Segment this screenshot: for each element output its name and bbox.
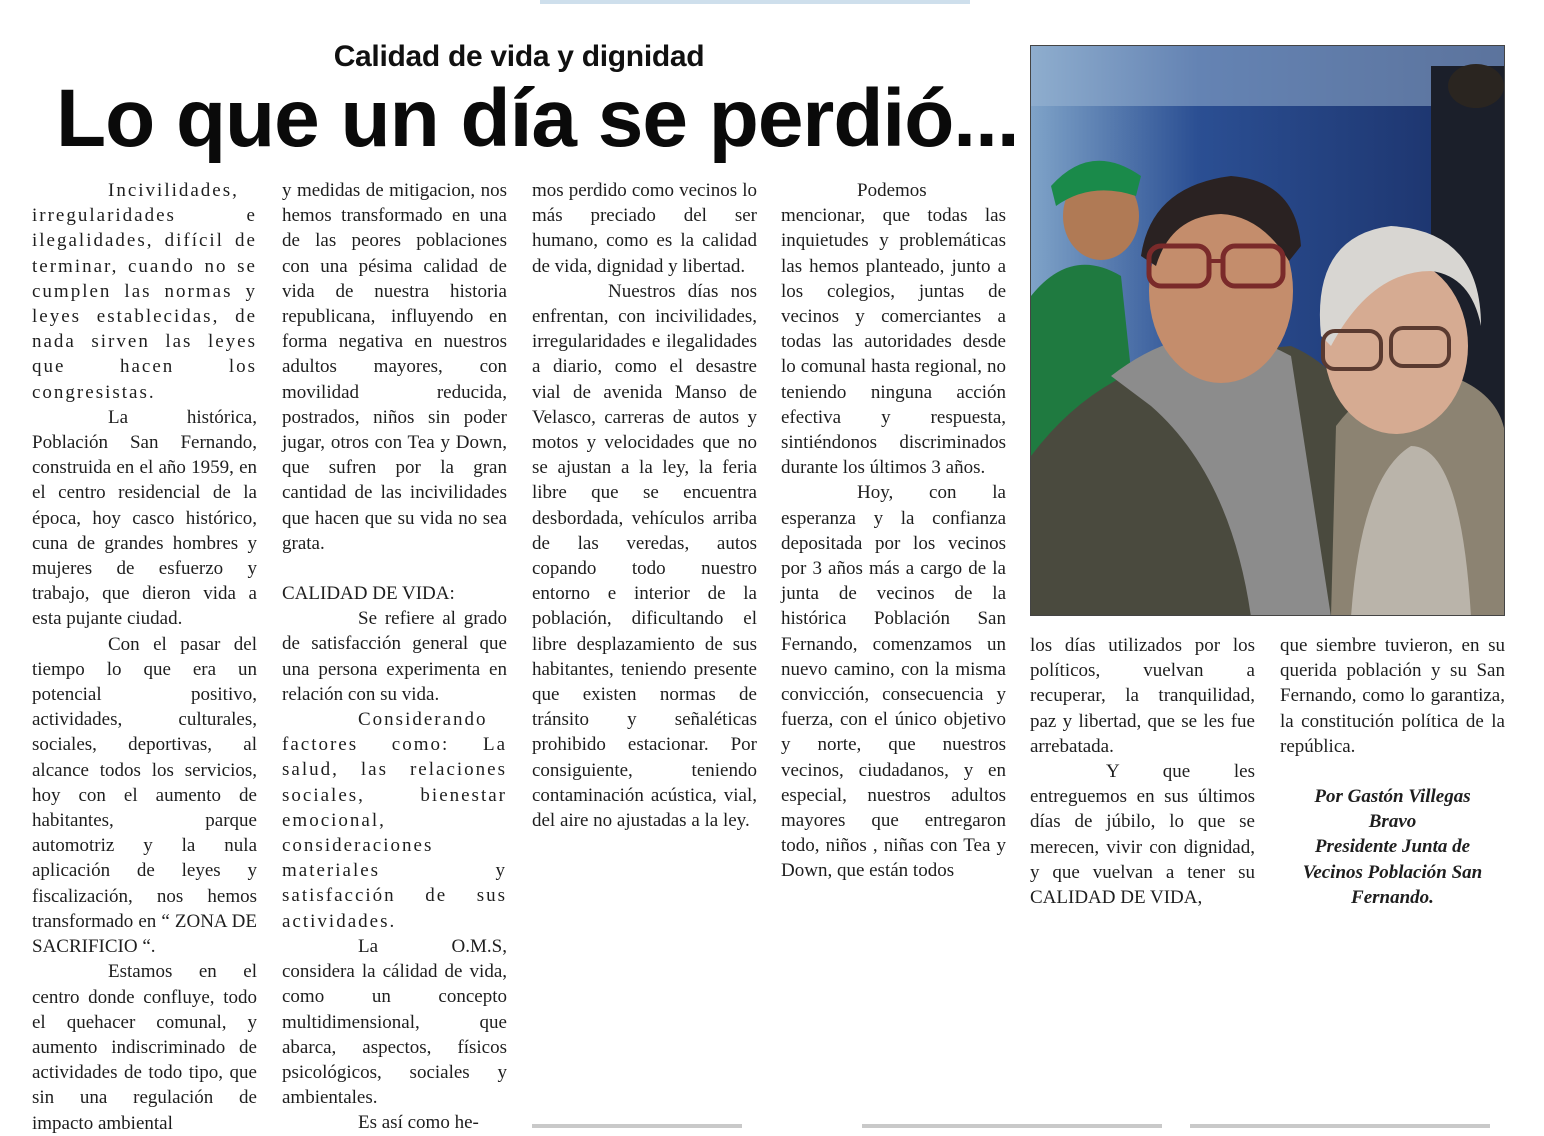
paragraph: Podemos mencionar, que todas las inquietudes y problemáticas las hemos planteado, junto a los colegios, juntas de vecinos y comerciantes a todas las autoridades desde lo comunal hasta regional, no teniendo ninguna acción efectiva y respuesta, sintiéndonos discriminados durante los últimos 3 años. [781, 180, 1006, 479]
byline-line: Vecinos Población San [1302, 861, 1483, 883]
text-column-3 [532, 178, 757, 833]
text-column-1 [32, 178, 257, 1136]
next-page-strip [862, 1124, 1162, 1128]
section-heading: CALIDAD DE VIDA: [282, 583, 455, 605]
paragraph: La O.M.S, considera la cálidad de vida, como un concepto multidimensional, que abarca, aspectos, físicos psicológicos, sociales y ambientales. [282, 935, 507, 1109]
author-byline [1280, 784, 1505, 910]
paragraph: los días utilizados por los políticos, vuelvan a recuperar, la tranquilidad, paz y libertad, que se les fue arrebatada. [1030, 635, 1255, 757]
selfie-photo-illustration [1031, 46, 1505, 616]
text-column-6 [1280, 633, 1505, 910]
paragraph: y medidas de mitigacion, nos hemos transformado en una de las peores poblaciones con una pésima calidad de vida de nuestra historia republicana, influyendo en forma negativa en nuestros adultos mayores, con movilidad reducida, postrados, niños sin poder jugar, otros con Tea y Down, que sufren por la gran cantidad de las incivilidades que hacen que su vida no sea grata. [282, 180, 507, 554]
article-kicker: Calidad de vida y dignidad [333, 40, 705, 73]
paragraph: Hoy, con la esperanza y la confianza depositada por los vecinos por 3 años más a cargo de la junta de vecinos de la histórica Población San Fernando, comenzamos un nuevo camino, con la misma convicción, consecuencia y fuerza, con el único objetivo y norte, que nuestros vecinos, ciudadanos, y en especial, nuestros adultos mayores que entregaron todo, niños , niñas con Tea y Down, que están todos [781, 482, 1006, 882]
byline-line: Por Gastón Villegas [1314, 786, 1471, 808]
paragraph: Es así como he- [358, 1112, 479, 1134]
next-page-strip [1190, 1124, 1490, 1128]
byline-line: Presidente Junta de [1314, 836, 1471, 858]
article-headline: Lo que un día se perdió... [56, 73, 1019, 164]
paragraph: Con el pasar del tiempo lo que era un potencial positivo, actividades, culturales, sociales, deportivas, al alcance todos los servicios, hoy con el aumento de habitantes, parque automotriz y la nula aplicación de leyes y fiscalización, nos hemos transformado en “ ZONA DE SACRIFICIO “. [32, 633, 257, 958]
paragraph: Incivilidades, irregularidades e ilegalidades, difícil de terminar, cuando no se cumplen las normas y leyes establecidas, de nada sirven las leyes que hacen los congresistas. [32, 180, 257, 403]
paragraph: Estamos en el centro donde confluye, todo el quehacer comunal, y aumento indiscriminado de actividades de todo tipo, que sin una regulación de impacto ambiental [32, 961, 257, 1134]
paragraph: Se refiere al grado de satisfacción general que una persona experimenta en relación con su vida. [282, 608, 507, 705]
text-column-4 [781, 178, 1006, 884]
article-photo [1030, 45, 1505, 616]
text-column-5 [1030, 633, 1255, 910]
previous-page-strip [540, 0, 970, 4]
paragraph: que siembre tuvieron, en su querida población y su San Fernando, como lo garantiza, la constitución política de la república. [1280, 635, 1505, 757]
paragraph: Nuestros días nos enfrentan, con incivilidades, irregularidades e ilegalidades a diario, como el desastre vial de avenida Manso de Velasco, carreras de autos y motos y velocidades que no se ajustan a la ley, la feria libre que se encuentra desbordada, vehículos arriba de las veredas, autos copando todo nuestro entorno e interior de la población, dificultando el libre desplazamiento de sus habitantes, teniendo presente que existen normas de tránsito y señaléticas prohibido estacionar. Por consiguiente, teniendo contaminación acústica, vial, del aire no ajustadas a la ley. [532, 280, 757, 832]
byline-line: Fernando. [1351, 886, 1434, 908]
text-column-2 [282, 178, 507, 1136]
paragraph: Y que les entreguemos en sus últimos días de júbilo, lo que se merecen, vivir con dignidad, y que vuelvan a tener su CALIDAD DE VIDA, [1030, 761, 1255, 909]
paragraph: La histórica, Población San Fernando, construida en el año 1959, en el centro residencial de la época, hoy casco histórico, cuna de grandes hombres y mujeres de esfuerzo y trabajo, que dieron vida a esta pujante ciudad. [32, 406, 257, 630]
paragraph: mos perdido como vecinos lo más preciado del ser humano, como es la calidad de vida, dignidad y libertad. [532, 180, 757, 277]
byline-line: Bravo [1368, 811, 1417, 833]
next-page-strip [532, 1124, 742, 1128]
paragraph: Considerando factores como: La salud, las relaciones sociales, bienestar emocional, consideraciones materiales y satisfacción de sus actividades. [282, 709, 507, 932]
